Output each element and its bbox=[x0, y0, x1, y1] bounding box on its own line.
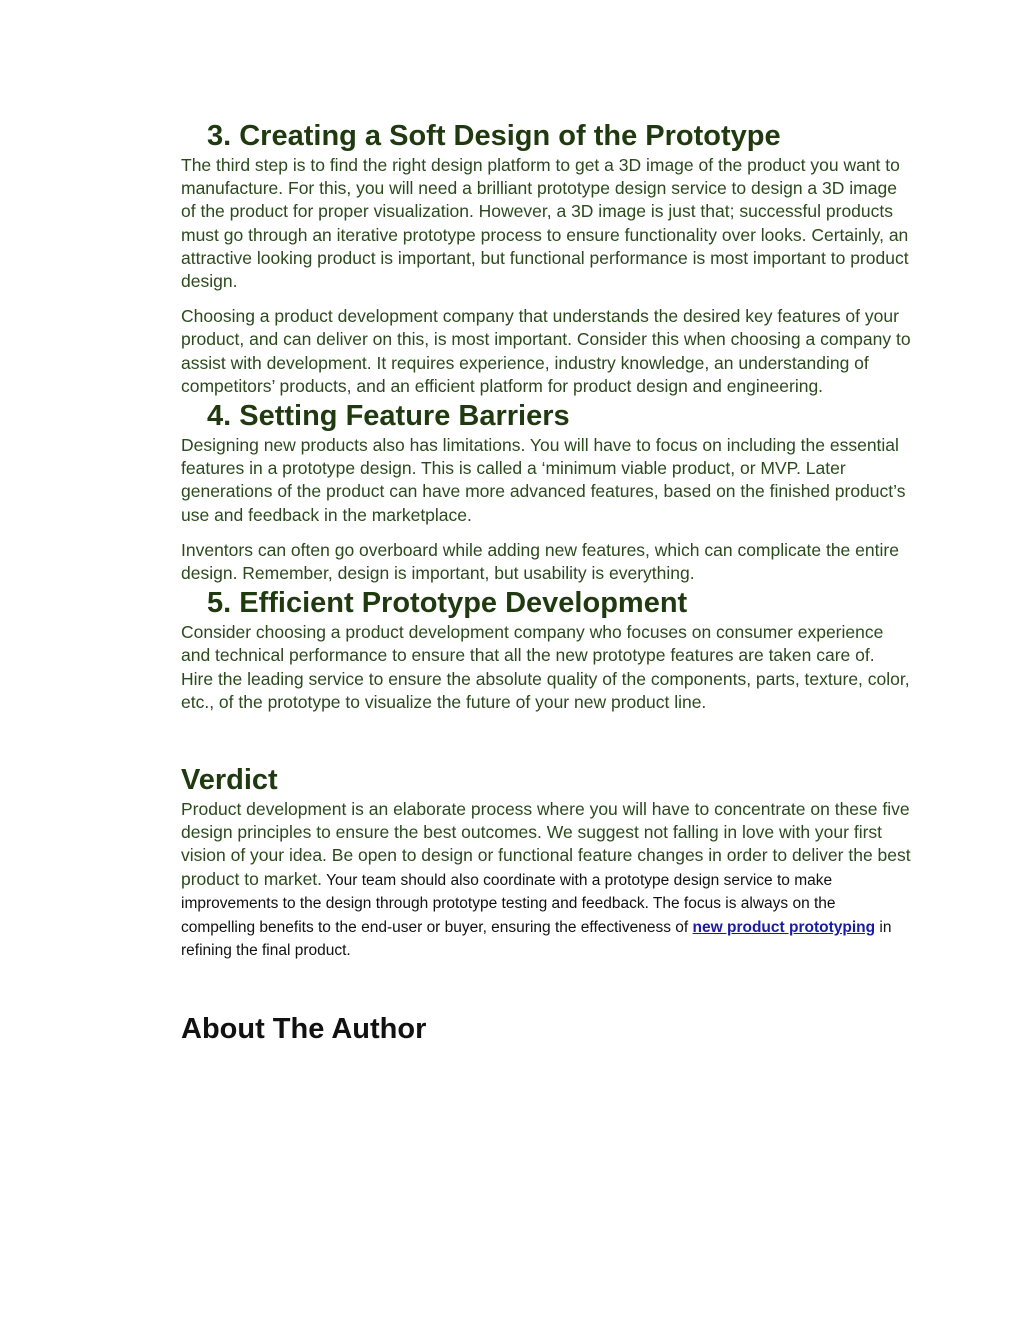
verdict-text-main: Product development is an elaborate process where you will have to concentrate on these five design principles to ensure the best outcomes. We suggest not falling in love with your first vision of your idea. Be open to design or functional feature changes in order to deliver the best product to market. bbox=[181, 799, 911, 889]
verdict-text-small: Your team should also coordinate with a prototype design service to make improvements to the design through prototype testing and feedback. The focus is always on the compelling benefits to the end-user or buyer, ensuring the effectiveness of bbox=[181, 871, 836, 936]
section-3-paragraph-2: Choosing a product development company that understands the desired key features of your product, and can deliver on this, is most important. Consider this when choosing a company to assist with development. It requires experience, industry knowledge, an understanding of competitors’ products, and an efficient platform for product design and engineering. bbox=[181, 306, 911, 396]
document-page bbox=[181, 118, 911, 1047]
section-3-paragraph-1: The third step is to find the right design platform to get a 3D image of the product you want to manufacture. For this, you will need a brilliant prototype design service to design a 3D image of the product for proper visualization. However, a 3D image is just that; successful products must go through an iterative prototype process to ensure functionality over looks. Certainly, an attractive looking product is important, but functional performance is most important to product design. bbox=[181, 155, 909, 292]
verdict-paragraph bbox=[181, 798, 911, 962]
section-4-heading: 4. Setting Feature Barriers bbox=[207, 400, 570, 433]
section-5-heading: 5. Efficient Prototype Development bbox=[207, 587, 688, 620]
section-4-paragraph-1: Designing new products also has limitations. You will have to focus on including the essential features in a prototype design. This is called a ‘minimum viable product, or MVP. Later generations of the product can have more advanced features, based on the finished product’s use and feedback in the marketplace. bbox=[181, 435, 906, 525]
about-author-heading: About The Author bbox=[181, 1012, 427, 1045]
spacer bbox=[181, 962, 911, 1011]
new-product-prototyping-link[interactable]: new product prototyping bbox=[692, 918, 876, 936]
section-4-paragraph-2: Inventors can often go overboard while adding new features, which can complicate the entire design. Remember, design is important, but usability is everything. bbox=[181, 539, 899, 584]
verdict-text-tail: in refining the final product. bbox=[181, 918, 892, 960]
spacer bbox=[181, 714, 911, 762]
section-3-heading: 3. Creating a Soft Design of the Prototype bbox=[207, 120, 781, 152]
verdict-heading: Verdict bbox=[181, 764, 278, 797]
section-5-paragraph-1: Consider choosing a product development company who focuses on consumer experience and technical performance to ensure that all the new prototype features are taken care of. Hire the leading service to ensure the absolute quality of the components, parts, texture, color, etc., of the prototype to visualize the future of your new product line. bbox=[181, 622, 910, 712]
